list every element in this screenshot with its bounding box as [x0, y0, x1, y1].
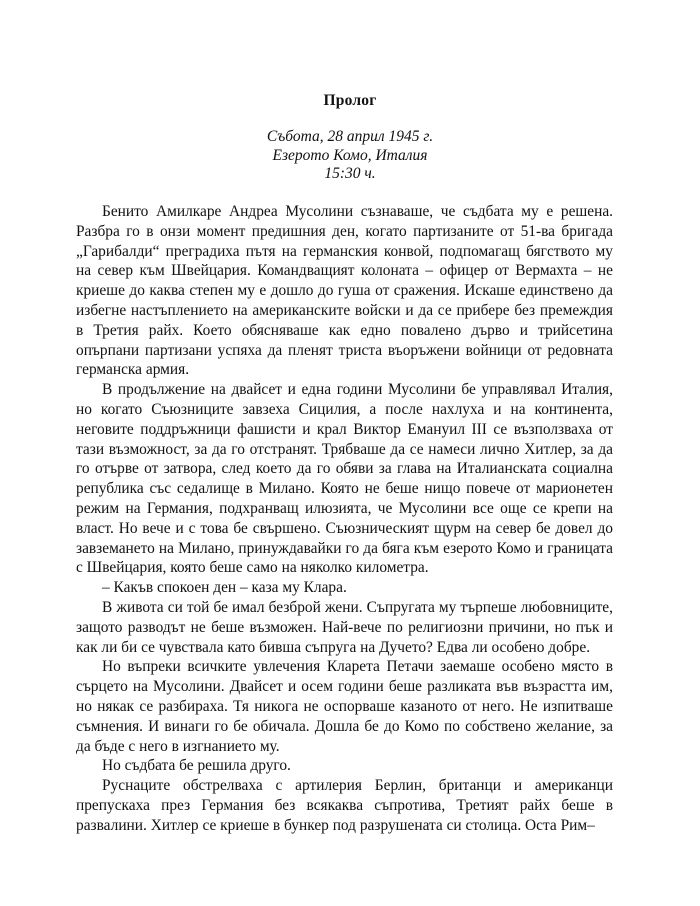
dateline-date: Събота, 28 април 1945 г. — [266, 128, 434, 145]
chapter-title: Пролог — [323, 92, 377, 109]
dateline-place: Езерото Комо, Италия — [272, 146, 428, 164]
paragraph-7: Руснаците обстрелваха с артилерия Берлин, британци и американци препускаха през Германия без всякаква съпротива, Третият райх беше в развалини. Хитлер се криеше в бункер под разрушената си столица. Оста Рим– — [76, 777, 613, 834]
paragraph-4: В живота си той бе имал безброй жени. Съпругата му търпеше любовниците, защото разводът не беше възможен. Най-вече по религиозни причини, но пък и как ли би се чувствала като бивша съпруга на Дучето? Едва ли особено добре. — [76, 598, 613, 656]
paragraph-1: Бенито Амилкаре Андреа Мусолини съзнаваше, че съдбата му е решена. Разбра го в онзи момент предишния ден, когато партизаните от 51-ва бригада „Гарибалди“ преградиха пътя на германския конвой, подпомагащ бягството му на север към Швейцария. Командващият колоната – офицер от Вермахта – не криеше до каква степен му е дошло до гуша от сражения. Искаше единствено да избегне настъплението на американските войски и да се прибере без премеждия в Третия райх. Което обясняваше как едно повалено дърво и трийсетина опърпани партизани успяха да пленят триста въоръжени войници от редовната германска армия. — [76, 203, 613, 379]
paragraph-5: Но въпреки всичките увлечения Кларета Петачи заемаше особено място в сърцето на Мусолини. Двайсет и осем години беше разликата във възрастта им, но някак се разбираха. Тя никога не оспорваше казаното от него. Не изпитваше съмнения. И винаги го бе обичала. Дошла бе до Комо по собствено желание, за да бъде с него в изгнанието му. — [76, 658, 613, 755]
paragraph-2: В продължение на двайсет и една години Мусолини бе управлявал Италия, но когато Съюзниците завзеха Сицилия, а после нахлуха и на континента, неговите поддръжници фашисти и крал Виктор Емануил III се възползваха от тази възможност, за да го отстранят. Трябваше да се намеси лично Хитлер, за да го отърве от затвора, след което да го обяви за глава на Италианската социална република със седалище в Милано. Която не беше нищо повече от марионетен режим на Германия, подхранващ илюзията, че Мусолини все още се крепи на власт. Но вече и с това бе свършено. Съюзническият щурм на север бе довел до завземането на Милано, принуждавайки го да бяга към езерото Комо и границата с Швейцария, която беше само на няколко километра. — [76, 381, 613, 577]
paragraph-3-dialogue: – Какъв спокоен ден – каза му Клара. — [102, 579, 347, 597]
paragraph-6: Но съдбата бе решила друго. — [102, 757, 291, 775]
chapter-body — [76, 202, 613, 836]
dateline — [0, 128, 700, 184]
dateline-time: 15:30 ч. — [324, 165, 376, 182]
